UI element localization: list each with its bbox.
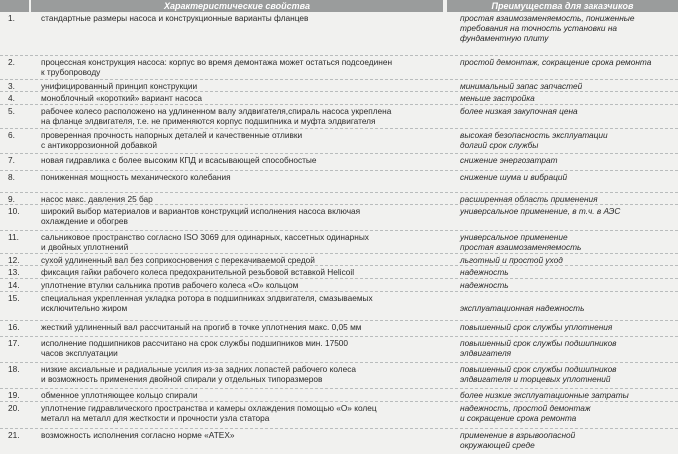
benefit-text bbox=[460, 206, 672, 216]
benefit-line: универсальное применение, в т.ч. в АЭС bbox=[460, 206, 621, 216]
feature-line: охлаждение и обогрев bbox=[41, 216, 128, 227]
row-number: 7. bbox=[8, 155, 15, 165]
feature-text bbox=[41, 194, 425, 204]
feature-line: с антикоррозионной добавкой bbox=[41, 140, 157, 151]
benefit-line: простая взаимозаменяемость, пониженные bbox=[460, 13, 635, 23]
row-divider bbox=[0, 362, 678, 363]
row-divider bbox=[0, 428, 678, 429]
feature-line: новая гидравлика с более высоким КПД и всасывающей способностые bbox=[41, 155, 317, 165]
feature-line: и возможность применения двойной спирали у отдельных типоразмеров bbox=[41, 374, 323, 385]
benefit-text bbox=[460, 155, 672, 165]
feature-text bbox=[41, 93, 425, 103]
feature-text bbox=[41, 322, 425, 332]
row-divider bbox=[0, 265, 678, 266]
feature-line: возможность исполнения согласно норме «ATEX» bbox=[41, 430, 235, 440]
benefit-text bbox=[460, 364, 672, 384]
row-divider bbox=[0, 153, 678, 154]
row-number: 6. bbox=[8, 130, 15, 140]
row-number: 15. bbox=[8, 293, 20, 303]
feature-line: сальниковое пространство согласно ISO 3069 для одинарных, кассетных одинарных bbox=[41, 232, 369, 242]
header-benefits: Преимущества для заказчиков bbox=[447, 0, 678, 12]
row-number: 10. bbox=[8, 206, 20, 216]
feature-line: к трубопроводу bbox=[41, 67, 101, 78]
benefit-line: более низкие эксплуатационные затраты bbox=[460, 390, 629, 400]
benefit-line: снижение энергозатрат bbox=[460, 155, 558, 165]
feature-text bbox=[41, 267, 425, 277]
benefit-line: минимальный запас запчастей bbox=[460, 81, 583, 91]
feature-line: фиксация гайки рабочего колеса предохранительной резьбовой вставкой Helicoil bbox=[41, 267, 355, 277]
benefit-text bbox=[460, 403, 672, 423]
feature-line: рабочее колесо расположено на удлиненном валу элдвигателя,спираль насоса укреплена bbox=[41, 106, 392, 116]
row-number: 3. bbox=[8, 81, 15, 91]
row-divider bbox=[0, 55, 678, 56]
row-divider bbox=[0, 336, 678, 337]
feature-text bbox=[41, 206, 425, 226]
feature-line: моноблочный «короткий» вариант насоса bbox=[41, 93, 202, 103]
benefit-text bbox=[460, 93, 672, 103]
feature-text bbox=[41, 293, 425, 313]
row-number: 4. bbox=[8, 93, 15, 103]
benefit-line: простой демонтаж, сокращение срока ремонта bbox=[460, 57, 652, 67]
benefit-line: окружающей среде bbox=[460, 440, 535, 451]
benefit-text bbox=[460, 322, 672, 332]
benefit-text bbox=[460, 255, 672, 265]
benefit-text bbox=[460, 338, 672, 358]
benefit-line: льготный и простой уход bbox=[460, 255, 563, 265]
benefit-line: высокая безопасность эксплуатации bbox=[460, 130, 608, 140]
benefit-text bbox=[460, 390, 672, 400]
benefit-text bbox=[460, 232, 672, 252]
feature-line: насос макс. давления 25 бар bbox=[41, 194, 153, 204]
benefit-text bbox=[460, 280, 672, 290]
feature-text bbox=[41, 403, 425, 423]
benefit-line: простая взаимозаменяемость bbox=[460, 242, 582, 253]
feature-text bbox=[41, 232, 425, 252]
feature-text bbox=[41, 338, 425, 358]
row-divider bbox=[0, 291, 678, 292]
table-header bbox=[0, 0, 678, 12]
feature-text bbox=[41, 280, 425, 290]
row-divider bbox=[0, 388, 678, 389]
row-number: 2. bbox=[8, 57, 15, 67]
benefit-line bbox=[460, 293, 672, 303]
row-number: 12. bbox=[8, 255, 20, 265]
feature-line: стандартные размеры насоса и конструкционные варианты фланцев bbox=[41, 13, 309, 23]
benefit-text bbox=[460, 130, 672, 150]
benefit-line: универсальное применение bbox=[460, 232, 568, 242]
row-number: 11. bbox=[8, 232, 19, 242]
header-number-cell bbox=[0, 0, 29, 12]
row-divider bbox=[0, 104, 678, 105]
benefit-text bbox=[460, 430, 672, 450]
row-number: 19. bbox=[8, 390, 20, 400]
benefit-text bbox=[460, 293, 672, 313]
feature-text bbox=[41, 390, 425, 400]
benefit-line: повышенный срок службы подшипников bbox=[460, 338, 617, 348]
benefit-line: надежность bbox=[460, 280, 509, 290]
feature-line: проверенная прочность напорных деталей и качественные отливки bbox=[41, 130, 303, 140]
benefit-line: надежность, простой демонтаж bbox=[460, 403, 591, 413]
row-divider bbox=[0, 204, 678, 205]
feature-line: жесткий удлиненный вал рассчитаный на прогиб в точке уплотнения макс. 0,05 мм bbox=[41, 322, 362, 332]
feature-text bbox=[41, 13, 425, 23]
benefit-line: снижение шума и вибраций bbox=[460, 172, 568, 182]
benefit-text bbox=[460, 106, 672, 116]
row-number: 9. bbox=[8, 194, 15, 204]
row-number: 8. bbox=[8, 172, 15, 182]
feature-line: специальная укрепленная укладка ротора в подшипниках элдвигателя, смазываемых bbox=[41, 293, 373, 303]
feature-line: исключительно жиром bbox=[41, 303, 128, 314]
row-divider bbox=[0, 401, 678, 402]
row-number: 1. bbox=[8, 13, 15, 23]
benefit-line: эксплуатационная надежность bbox=[460, 303, 585, 314]
benefit-line: расширенная область применения bbox=[460, 194, 598, 204]
feature-text bbox=[41, 255, 425, 265]
row-number: 21. bbox=[8, 430, 20, 440]
benefit-text bbox=[460, 267, 672, 277]
row-divider bbox=[0, 253, 678, 254]
benefit-line: меньше застройка bbox=[460, 93, 535, 103]
feature-line: пониженная мощность механического колебания bbox=[41, 172, 231, 182]
feature-line: и двойных уплотнений bbox=[41, 242, 129, 253]
feature-line: унифицированный принцип конструкции bbox=[41, 81, 198, 91]
feature-line: часов эксплуатации bbox=[41, 348, 118, 359]
benefit-text bbox=[460, 81, 672, 91]
feature-text bbox=[41, 155, 425, 165]
feature-text bbox=[41, 364, 425, 384]
row-number: 5. bbox=[8, 106, 15, 116]
row-number: 17. bbox=[8, 338, 20, 348]
benefit-line: долгий срок службы bbox=[460, 140, 539, 151]
feature-line: сухой удлиненный вал без соприкосновения с перекачиваемой средой bbox=[41, 255, 315, 265]
feature-line: низкие аксиальные и радиальные усилия из-за задних лопастей рабочего колеса bbox=[41, 364, 356, 374]
feature-text bbox=[41, 130, 425, 150]
benefit-line: фундаментную плиту bbox=[460, 33, 549, 44]
feature-line: процессная конструкция насоса: корпус во время демонтажа может остаться подсоединен bbox=[41, 57, 393, 67]
feature-text bbox=[41, 57, 425, 77]
row-divider bbox=[0, 320, 678, 321]
benefit-text bbox=[460, 172, 672, 182]
feature-line: уплотнение втулки сальника против рабочего колеса «О» кольцом bbox=[41, 280, 299, 290]
row-divider bbox=[0, 79, 678, 80]
feature-line: исполнение подшипников рассчитано на срок службы подшипников мин. 17500 bbox=[41, 338, 349, 348]
feature-line: на фланце элдвигателя, т.е. не применяются корпус подшипника и муфта элдвигателя bbox=[41, 116, 376, 127]
feature-text bbox=[41, 430, 425, 440]
benefit-line: надежность bbox=[460, 267, 509, 277]
benefit-text bbox=[460, 57, 672, 67]
row-number: 16. bbox=[8, 322, 20, 332]
benefit-line: применение в взрывоопасной bbox=[460, 430, 576, 440]
benefit-line: повышенный срок службы подшипников bbox=[460, 364, 617, 374]
row-number: 20. bbox=[8, 403, 20, 413]
row-number: 14. bbox=[8, 280, 20, 290]
header-features: Характеристические свойства bbox=[31, 0, 443, 12]
benefit-text bbox=[460, 194, 672, 204]
row-divider bbox=[0, 230, 678, 231]
benefit-line: более низкая закупочная цена bbox=[460, 106, 578, 116]
benefit-line: требования на точность установки на bbox=[460, 23, 618, 34]
benefit-line: элдвигателя и торцевых уплотнений bbox=[460, 374, 611, 385]
feature-text bbox=[41, 81, 425, 91]
feature-line: металл на металл для жесткости и прочности узла статора bbox=[41, 413, 270, 424]
feature-text bbox=[41, 106, 425, 126]
feature-line: уплотнение гидравлического пространства и камеры охлаждения помощью «О» колец bbox=[41, 403, 377, 413]
benefit-line: повышенный срок службы уплотнения bbox=[460, 322, 613, 332]
row-number: 18. bbox=[8, 364, 20, 374]
row-number: 13. bbox=[8, 267, 20, 277]
row-divider bbox=[0, 192, 678, 193]
benefit-line: и сокращение срока ремонта bbox=[460, 413, 577, 424]
benefit-text bbox=[460, 13, 672, 44]
feature-line: обменное уплотняющее кольцо спирали bbox=[41, 390, 198, 400]
row-divider bbox=[0, 278, 678, 279]
feature-line: широкий выбор материалов и вариантов конструкций исполнения насоса включая bbox=[41, 206, 361, 216]
feature-text bbox=[41, 172, 425, 182]
row-divider bbox=[0, 170, 678, 171]
row-divider bbox=[0, 91, 678, 92]
benefit-line: элдвигателя bbox=[460, 348, 512, 359]
row-divider bbox=[0, 128, 678, 129]
